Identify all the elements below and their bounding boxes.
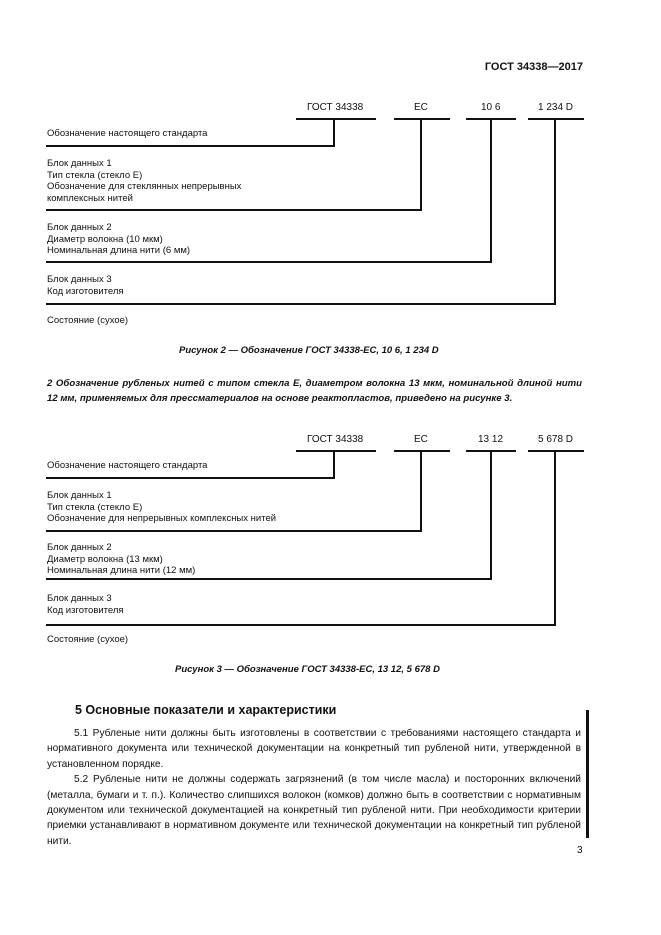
code-manufacturer: 5 678 D	[538, 434, 574, 445]
paragraph-5-2: 5.2 Рубленые нити не должны содержать загрязнений (в том числе масла) и посторонних включений (металла, бумаги и т. п.). Количество слипшихся волокон (комков) должно быть в соответствии с нормативным документом или технической документацией на конкретный тип рубленой нити. При необходимости критерии приемки устанавливают в нормативном документе или технической документации на конкретный тип рубленой нити.	[47, 774, 581, 847]
block1-designation-line1: Обозначение для стеклянных непрерывных	[47, 181, 242, 192]
block3-title: Блок данных 3	[47, 274, 112, 285]
block1-glass-type: Тип стекла (стекло Е)	[47, 169, 143, 181]
line-block1	[46, 530, 422, 532]
code-diameter-length: 10 6	[481, 102, 501, 113]
code-standard: ГОСТ 34338	[307, 434, 364, 445]
code-bar-2	[394, 450, 450, 452]
code-bar-1	[296, 118, 376, 120]
block1-designation: Обозначение для непрерывных комплексных нитей	[47, 513, 277, 524]
block2-length: Номинальная длина нити (6 мм)	[47, 245, 191, 256]
code-bar-4	[528, 450, 584, 452]
label-block3	[47, 274, 124, 297]
line-block2	[46, 578, 492, 580]
label-block2	[47, 542, 195, 577]
block2-diameter: Диаметр волокна (10 мкм)	[47, 233, 163, 245]
connector-3	[490, 450, 492, 580]
block2-diameter: Диаметр волокна (13 мкм)	[47, 553, 163, 565]
label-block3	[47, 593, 124, 616]
connector-3	[490, 118, 492, 263]
line-standard	[46, 477, 335, 479]
line-block3	[46, 624, 556, 626]
section-body	[47, 726, 581, 849]
connector-1	[333, 450, 335, 479]
code-bar-4	[528, 118, 584, 120]
label-block1	[47, 490, 276, 525]
label-standard: Обозначение настоящего стандарта	[47, 128, 208, 139]
code-bar-1	[296, 450, 376, 452]
block1-designation-line2: комплексных нитей	[47, 192, 133, 204]
code-glass-type: ЕС	[414, 102, 428, 113]
code-bar-2	[394, 118, 450, 120]
figure-2-caption: Рисунок 2 — Обозначение ГОСТ 34338-ЕС, 10 6, 1 234 D	[179, 345, 439, 356]
label-standard: Обозначение настоящего стандарта	[47, 460, 208, 471]
block1-title: Блок данных 1	[47, 158, 112, 169]
code-diameter-length: 13 12	[478, 434, 504, 445]
block3-manufacturer: Код изготовителя	[47, 285, 124, 297]
block1-glass-type: Тип стекла (стекло Е)	[47, 501, 143, 513]
page-number: 3	[577, 845, 583, 856]
connector-4	[554, 450, 556, 626]
block3-manufacturer: Код изготовителя	[47, 604, 124, 616]
section-title: 5 Основные показатели и характеристики	[75, 703, 337, 717]
code-glass-type: ЕС	[414, 434, 428, 445]
block2-title: Блок данных 2	[47, 542, 112, 553]
code-standard: ГОСТ 34338	[307, 102, 364, 113]
connector-2	[420, 118, 422, 211]
document-id: ГОСТ 34338—2017	[484, 61, 583, 73]
block1-title: Блок данных 1	[47, 490, 112, 501]
figure-3-caption: Рисунок 3 — Обозначение ГОСТ 34338-ЕС, 13 12, 5 678 D	[175, 664, 440, 675]
block3-title: Блок данных 3	[47, 593, 112, 604]
connector-1	[333, 118, 335, 147]
line-block1	[46, 209, 422, 211]
paragraph-5-1: 5.1 Рубленые нити должны быть изготовлены в соответствии с требованиями настоящего стандарта и нормативного документа или технической документации на конкретный тип рубленой нити, утвержденной в установленном порядке.	[47, 728, 581, 770]
label-block2	[47, 222, 190, 257]
block2-length: Номинальная длина нити (12 мм)	[47, 565, 196, 576]
change-bar	[586, 710, 589, 838]
block2-title: Блок данных 2	[47, 222, 112, 233]
connector-2	[420, 450, 422, 532]
code-manufacturer: 1 234 D	[538, 102, 574, 113]
label-state: Состояние (сухое)	[47, 315, 129, 326]
line-block2	[46, 261, 492, 263]
connector-4	[554, 118, 556, 305]
note-2: 2 Обозначение рубленых нитей с типом стекла Е, диаметром волокна 13 мкм, номинальной длиной нити 12 мм, применяемых для прессматериалов на основе реактопластов, приведено на рисунке 3.	[47, 378, 582, 404]
label-state: Состояние (сухое)	[47, 634, 129, 645]
label-block1	[47, 158, 241, 204]
line-block3	[46, 303, 556, 305]
line-standard	[46, 145, 335, 147]
